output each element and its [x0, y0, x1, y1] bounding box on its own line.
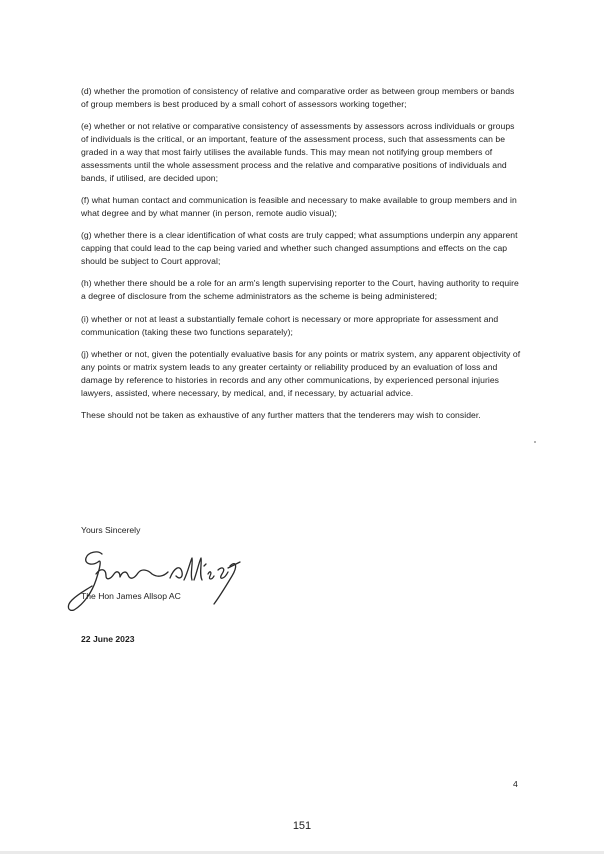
page-number: 151: [292, 820, 312, 832]
paragraph-h: (h) whether there should be a role for an arm's length supervising reporter to the Court, having authority to require a degree of disclosure from the scheme administrators as the scheme is being administered;: [81, 278, 519, 302]
letter-date: 22 June 2023: [81, 634, 135, 644]
letter-page-index: 4: [513, 779, 518, 789]
paragraph-conclusion: These should not be taken as exhaustive of any further matters that the tenderers may wish to consider.: [81, 409, 481, 420]
paragraph-j: (j) whether or not, given the potentially evaluative basis for any points or matrix system, any apparent objectivity of any points or matrix system leads to any greater certainty or reliability produced by an evaluation of loss and damage by reference to histories in records and any other communications, by experienced personal injuries lawyers, assisted, where necessary, by medical, and, if necessary, by actuarial advice.: [81, 348, 521, 398]
scan-mark: [534, 441, 536, 443]
paragraph-g: (g) whether there is a clear identification of what costs are truly capped; what assumptions underpin any apparent capping that could lead to the cap being varied and whether such changed assumptions and effects on the cap should be subject to Court approval;: [81, 230, 518, 267]
closing-salutation: Yours Sincerely: [81, 525, 141, 535]
paragraph-i: (i) whether or not at least a substantially female cohort is necessary or more appropriate for assessment and communication (taking these two functions separately);: [81, 313, 499, 337]
signatory-name: The Hon James Allsop AC: [81, 591, 181, 601]
letter-body: [81, 85, 524, 431]
paragraph-f: (f) what human contact and communication is feasible and necessary to make available to group members and in what degree and by what manner (in person, remote audio visual);: [81, 195, 517, 219]
paragraph-d: (d) whether the promotion of consistency of relative and comparative order as between group members or bands of group members is best produced by a small cohort of assessors working together;: [81, 86, 515, 109]
paragraph-e: (e) whether or not relative or comparative consistency of assessments by assessors across individuals or groups of individuals is the critical, or an important, feature of the assessment process, such that assessments can be graded in a way that most fairly utilises the available funds. This may mean not notifying group members of assessments until the whole assessment process and the relative and comparative positions of individuals and bands, if utilised, are decided upon;: [81, 121, 515, 183]
handwritten-signature: [62, 546, 242, 616]
